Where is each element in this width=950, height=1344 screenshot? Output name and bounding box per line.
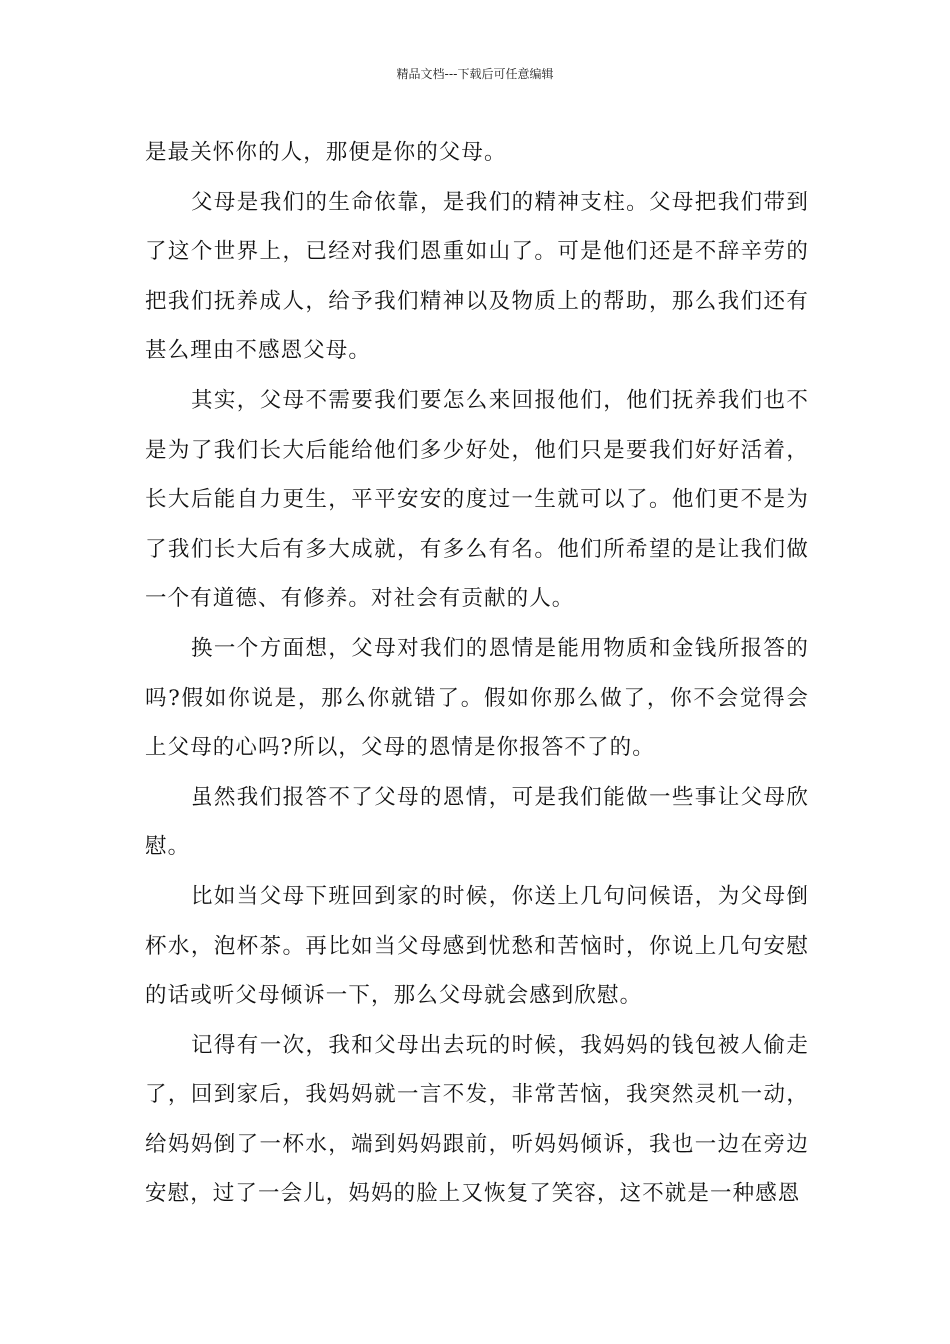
paragraph: 父母是我们的生命依靠，是我们的精神支柱。父母把我们带到了这个世界上，已经对我们恩重如山了。可是他们还是不辞辛劳的把我们抚养成人，给予我们精神以及物质上的帮助，那么我们还有甚么理由不感恩父母。 — [145, 189, 809, 364]
paragraph: 换一个方面想，父母对我们的恩情是能用物质和金钱所报答的吗?假如你说是，那么你就错了。假如你那么做了，你不会觉得会上父母的心吗?所以，父母的恩情是你报答不了的。 — [145, 635, 809, 761]
paragraph: 其实，父母不需要我们要怎么来回报他们，他们抚养我们也不是为了我们长大后能给他们多少好处，他们只是要我们好好活着，长大后能自力更生，平平安安的度过一生就可以了。他们更不是为了我们长大后有多大成就，有多么有名。他们所希望的是让我们做一个有道德、有修养。对社会有贡献的人。 — [145, 387, 809, 612]
paragraph: 虽然我们报答不了父母的恩情，可是我们能做一些事让父母欣慰。 — [145, 784, 809, 860]
paragraph: 记得有一次，我和父母出去玩的时候，我妈妈的钱包被人偷走了，回到家后，我妈妈就一言不发，非常苦恼，我突然灵机一动，给妈妈倒了一杯水，端到妈妈跟前，听妈妈倾诉，我也一边在旁边安慰，过了一会儿，妈妈的脸上又恢复了笑容，这不就是一种感恩 — [145, 1032, 809, 1207]
paragraph-continuation: 是最关怀你的人，那便是你的父母。 — [145, 140, 507, 165]
paragraph: 比如当父母下班回到家的时候，你送上几句问候语，为父母倒杯水，泡杯茶。再比如当父母感到忧愁和苦恼时，你说上几句安慰的话或听父母倾诉一下，那么父母就会感到欣慰。 — [145, 883, 809, 1009]
page-header: 精品文档---下载后可任意编辑 — [396, 67, 554, 81]
document-body — [145, 128, 809, 1219]
